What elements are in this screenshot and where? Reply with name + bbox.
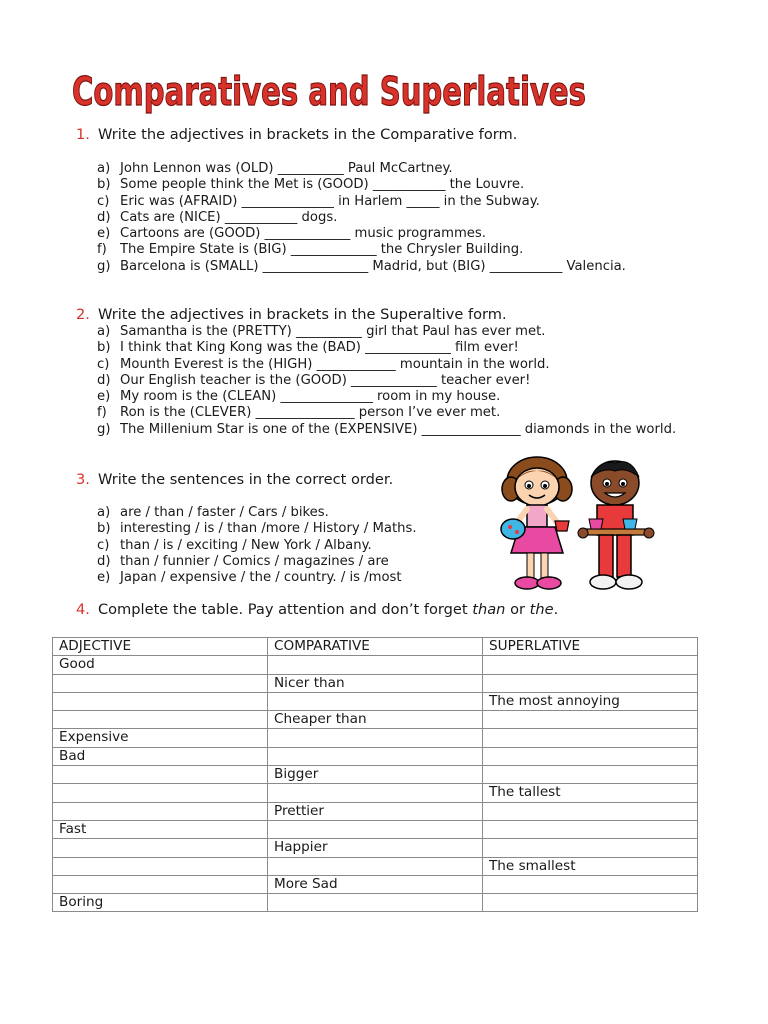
table-row <box>53 747 698 765</box>
item-text: Cartoons are (GOOD) _____________ music programmes. <box>120 226 486 242</box>
item-text: Ron is the (CLEVER) _______________ person I’ve ever met. <box>120 405 501 421</box>
table-cell <box>53 692 268 710</box>
list-item <box>97 389 697 405</box>
item-text: Barcelona is (SMALL) ________________ Madrid, but (BIG) ___________ Valencia. <box>120 258 626 274</box>
table-cell <box>268 894 483 912</box>
item-text: Samantha is the (PRETTY) __________ girl that Paul has ever met. <box>120 324 546 339</box>
table-cell <box>53 802 268 820</box>
exercise-3-number: 3. <box>76 471 90 488</box>
list-item <box>97 422 697 438</box>
table-cell <box>268 656 483 674</box>
item-letter: a) <box>97 505 111 520</box>
item-letter: e) <box>97 570 111 586</box>
item-letter: d) <box>97 209 111 225</box>
exercise-2-number: 2. <box>76 306 90 323</box>
table-cell <box>53 857 268 875</box>
table-cell: Bad <box>53 747 268 765</box>
item-letter: d) <box>97 553 111 569</box>
list-item <box>97 259 657 275</box>
exercise-3-items <box>97 505 417 586</box>
table-cell <box>483 802 698 820</box>
table-cell: The tallest <box>483 784 698 802</box>
table-cell <box>53 839 268 857</box>
list-item <box>97 505 417 521</box>
exercise-2-items <box>97 324 697 438</box>
list-item <box>97 538 417 554</box>
list-item <box>97 194 657 210</box>
item-text: Eric was (AFRAID) ______________ in Harlem _____ in the Subway. <box>120 193 540 209</box>
list-item <box>97 521 417 537</box>
item-text: interesting / is / than /more / History / Maths. <box>120 521 417 537</box>
item-text: Japan / expensive / the / country. / is /most <box>120 570 402 586</box>
table-row <box>53 656 698 674</box>
table-row <box>53 692 698 710</box>
table-cell <box>268 820 483 838</box>
table-row <box>53 894 698 912</box>
item-text: The Millenium Star is one of the (EXPENSIVE) _______________ diamonds in the world. <box>120 421 677 437</box>
table-cell: Good <box>53 656 268 674</box>
item-letter: e) <box>97 389 111 405</box>
table-cell <box>483 839 698 857</box>
list-item <box>97 226 657 242</box>
table-row <box>53 729 698 747</box>
table-cell: Fast <box>53 820 268 838</box>
table-cell <box>53 674 268 692</box>
item-letter: b) <box>97 177 111 193</box>
exercise-1-heading <box>76 126 517 143</box>
table-cell <box>483 766 698 784</box>
table-row <box>53 711 698 729</box>
item-letter: b) <box>97 521 111 537</box>
item-text: Mounth Everest is the (HIGH) ____________ mountain in the world. <box>120 356 550 372</box>
table-cell <box>268 747 483 765</box>
item-letter: c) <box>97 356 110 372</box>
exercise-4-than: than <box>472 601 506 618</box>
table-cell: Happier <box>268 839 483 857</box>
table-row <box>53 839 698 857</box>
exercise-4-period: . <box>553 601 559 618</box>
table-cell <box>53 766 268 784</box>
table-row <box>53 875 698 893</box>
exercise-1-items <box>97 161 657 275</box>
item-letter: f) <box>97 242 107 258</box>
table-cell: More Sad <box>268 875 483 893</box>
table-header-cell: COMPARATIVE <box>268 638 483 656</box>
table-cell <box>268 784 483 802</box>
list-item <box>97 177 657 193</box>
item-text: My room is the (CLEAN) ______________ room in my house. <box>120 389 501 405</box>
item-text: I think that King Kong was the (BAD) _____________ film ever! <box>120 340 519 356</box>
table-row <box>53 820 698 838</box>
table-cell <box>268 692 483 710</box>
list-item <box>97 161 657 177</box>
exercise-4-the: the <box>529 601 554 618</box>
exercise-2-instruction: Write the adjectives in brackets in the Superaltive form. <box>97 306 507 323</box>
table-cell <box>483 820 698 838</box>
list-item <box>97 242 657 258</box>
kids-icon <box>497 455 662 593</box>
table-row <box>53 802 698 820</box>
item-text: Our English teacher is the (GOOD) _____________ teacher ever! <box>120 372 531 388</box>
item-letter: e) <box>97 226 111 242</box>
table-cell: The smallest <box>483 857 698 875</box>
list-item <box>97 570 417 586</box>
table-cell <box>268 857 483 875</box>
table-cell: The most annoying <box>483 692 698 710</box>
table-cell <box>483 729 698 747</box>
table-header-cell: ADJECTIVE <box>53 638 268 656</box>
list-item <box>97 340 697 356</box>
exercise-1-instruction: Write the adjectives in brackets in the Comparative form. <box>97 126 518 143</box>
list-item <box>97 357 697 373</box>
table-cell <box>483 747 698 765</box>
exercise-4-number: 4. <box>76 601 90 618</box>
worksheet-title <box>70 58 590 120</box>
table-cell: Prettier <box>268 802 483 820</box>
table-cell: Nicer than <box>268 674 483 692</box>
item-text: Cats are (NICE) ___________ dogs. <box>120 209 338 225</box>
table-cell <box>53 784 268 802</box>
exercise-1-number: 1. <box>76 126 90 143</box>
item-text: are / than / faster / Cars / bikes. <box>120 505 329 520</box>
adjective-table <box>52 637 698 912</box>
table-cell: Bigger <box>268 766 483 784</box>
item-letter: g) <box>97 258 111 274</box>
table-header-row <box>53 638 698 656</box>
table-cell <box>483 875 698 893</box>
table-cell: Expensive <box>53 729 268 747</box>
exercise-4-instruction: Complete the table. Pay attention and don’t forget <box>97 601 473 618</box>
table-cell <box>483 894 698 912</box>
table-row <box>53 766 698 784</box>
table-cell <box>53 875 268 893</box>
table-cell <box>53 711 268 729</box>
exercise-4-or: or <box>505 601 530 618</box>
worksheet-title-text: Comparatives and Superlatives <box>72 70 586 115</box>
item-letter: d) <box>97 372 111 388</box>
table-header-cell: SUPERLATIVE <box>483 638 698 656</box>
item-letter: g) <box>97 421 111 437</box>
exercise-3-heading <box>76 471 393 488</box>
item-letter: f) <box>97 405 107 421</box>
table-cell <box>483 711 698 729</box>
list-item <box>97 210 657 226</box>
table-row <box>53 674 698 692</box>
item-letter: b) <box>97 340 111 356</box>
exercise-2-heading <box>76 306 507 323</box>
item-letter: a) <box>97 161 111 176</box>
list-item <box>97 405 697 421</box>
table-cell <box>483 674 698 692</box>
item-letter: c) <box>97 193 110 209</box>
exercise-4-heading <box>76 601 558 618</box>
table-cell: Cheaper than <box>268 711 483 729</box>
item-text: than / funnier / Comics / magazines / are <box>120 553 389 569</box>
item-text: Some people think the Met is (GOOD) ___________ the Louvre. <box>120 177 525 193</box>
table-row <box>53 857 698 875</box>
item-text: than / is / exciting / New York / Albany. <box>120 537 372 553</box>
table-cell <box>268 729 483 747</box>
table-cell <box>483 656 698 674</box>
exercise-3-instruction: Write the sentences in the correct order. <box>97 471 394 488</box>
list-item <box>97 373 697 389</box>
item-letter: c) <box>97 537 110 553</box>
item-text: John Lennon was (OLD) __________ Paul McCartney. <box>120 161 453 176</box>
item-letter: a) <box>97 324 111 339</box>
list-item <box>97 324 697 340</box>
table-row <box>53 784 698 802</box>
table-cell: Boring <box>53 894 268 912</box>
list-item <box>97 554 417 570</box>
item-text: The Empire State is (BIG) _____________ the Chrysler Building. <box>120 242 524 258</box>
kids-with-tea-set-illustration <box>497 455 662 593</box>
